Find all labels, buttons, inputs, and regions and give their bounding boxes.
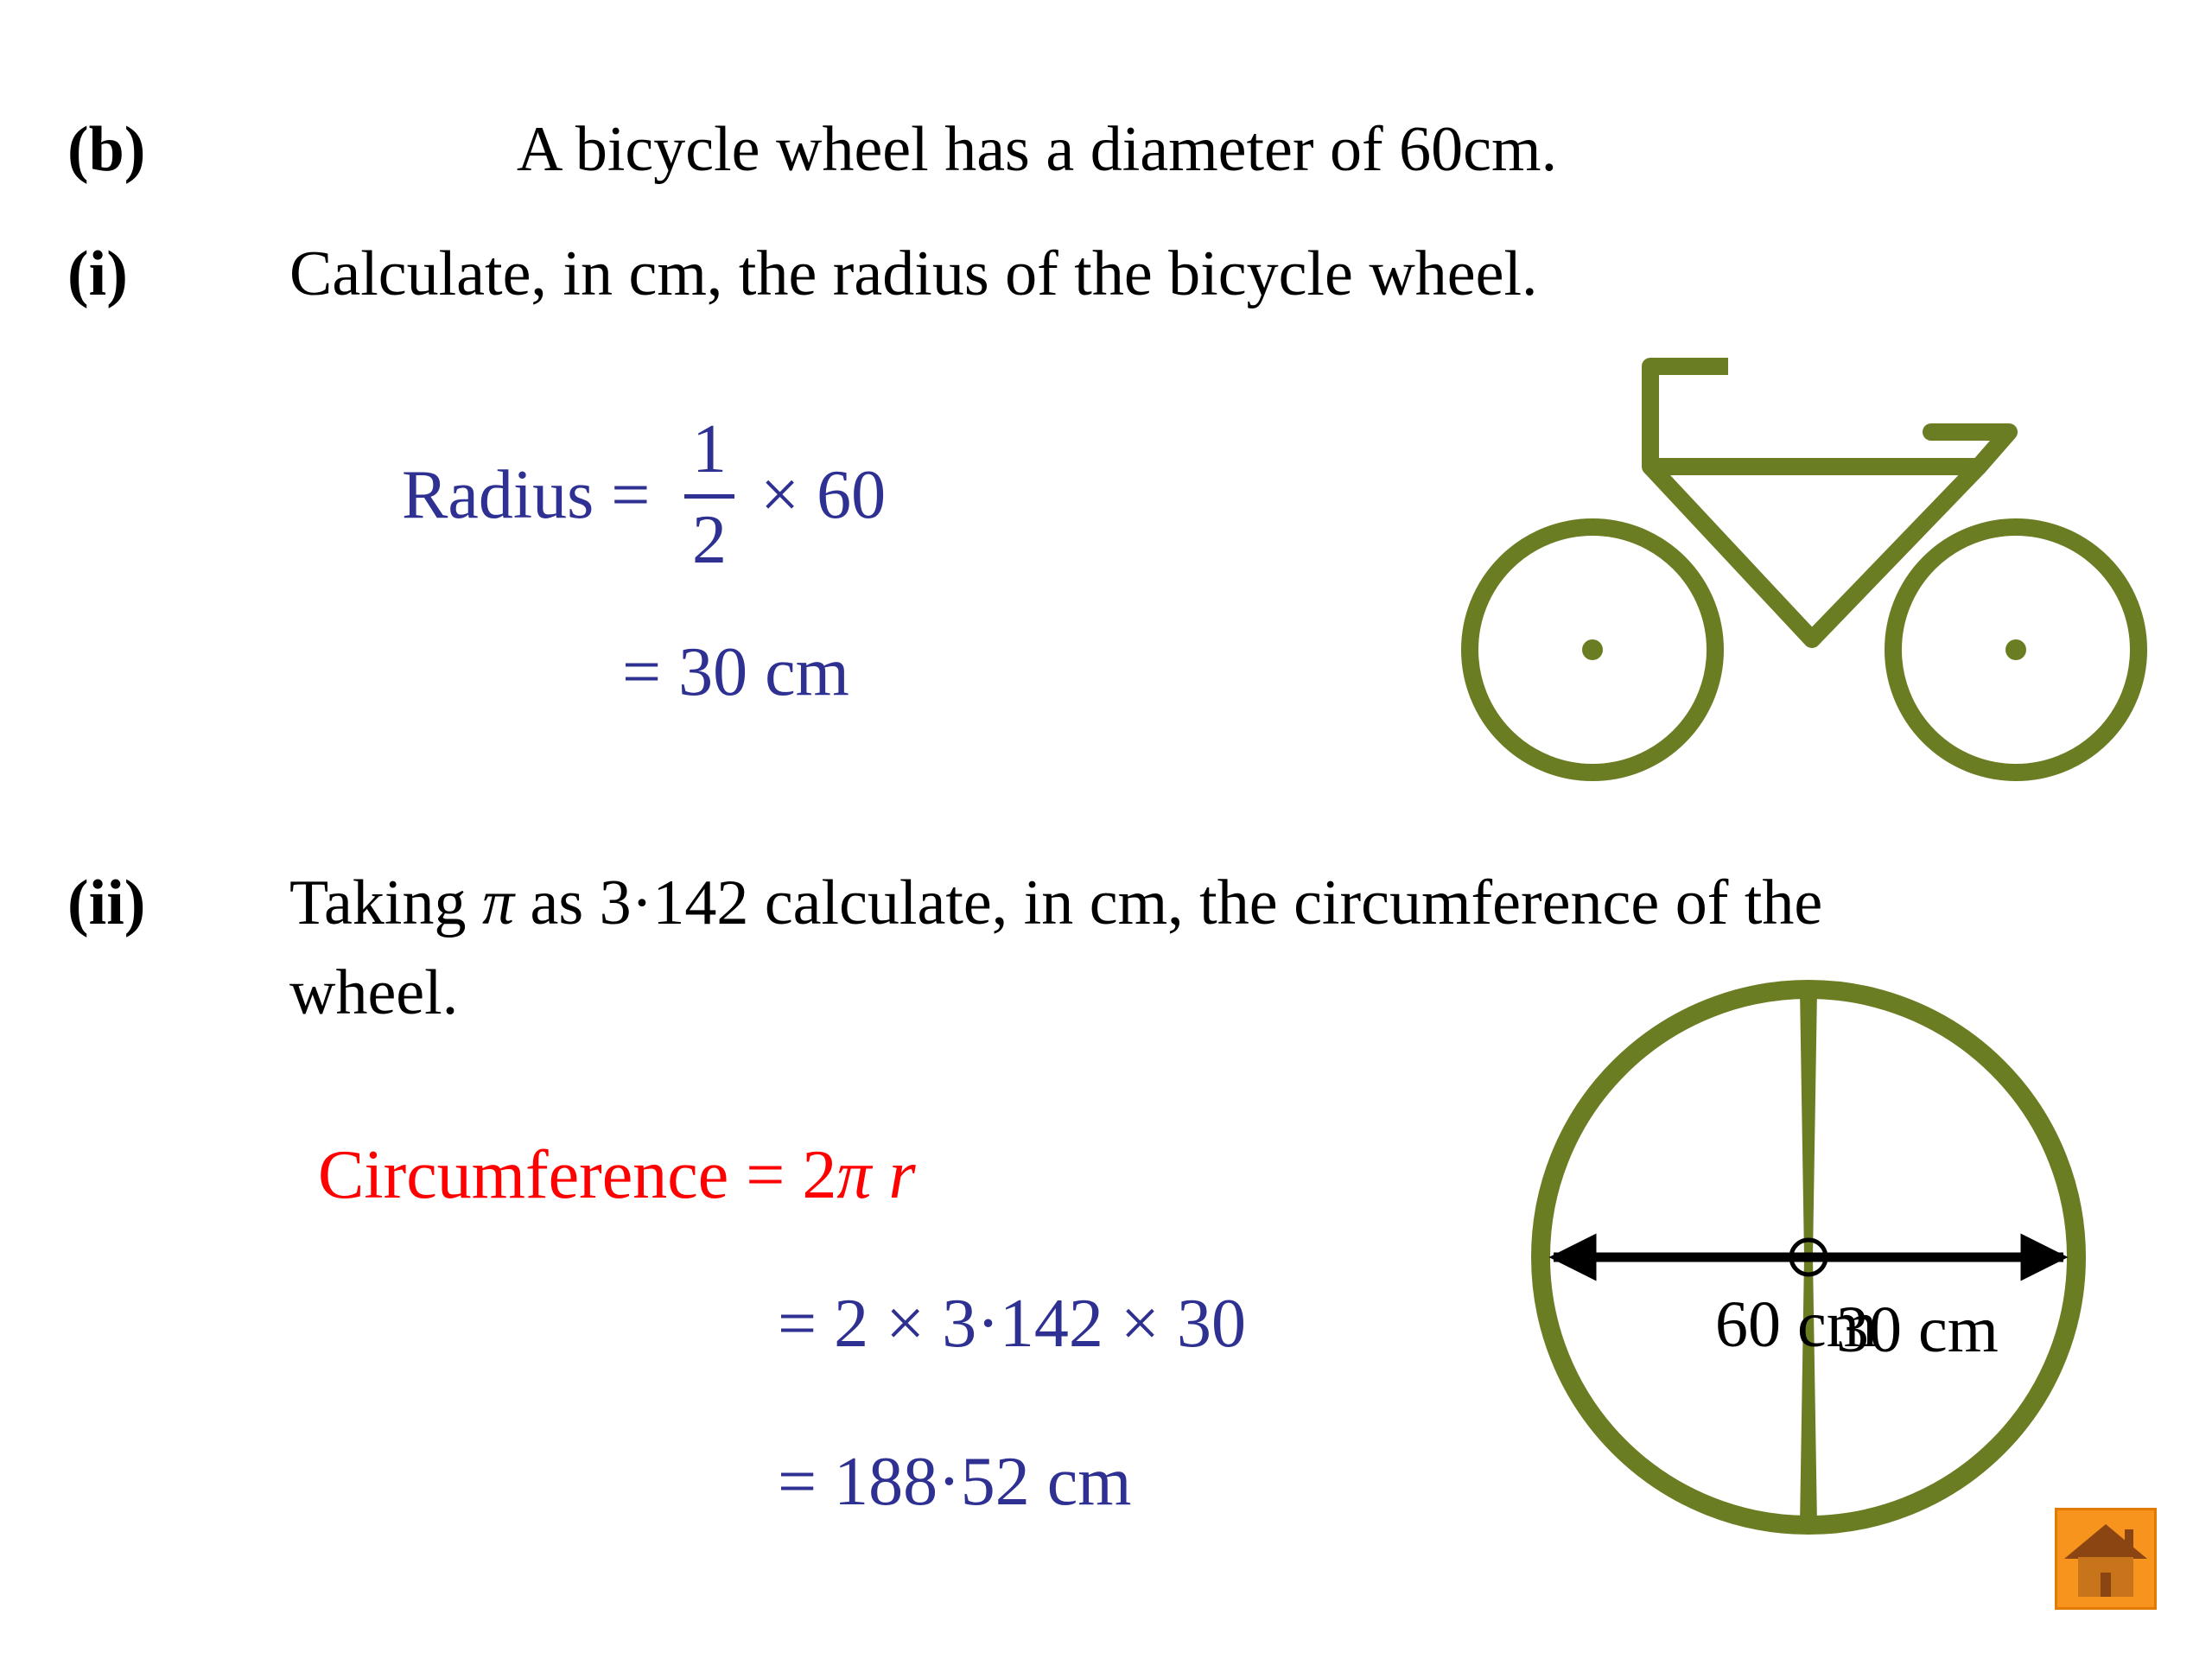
front-hub — [1582, 639, 1603, 660]
question-start: Taking — [289, 868, 467, 938]
part-ii-question-line2: wheel. — [289, 957, 459, 1028]
back-hub — [2005, 639, 2026, 660]
bicycle-seat-post — [1650, 366, 1728, 467]
diameter-label: 60 cm — [1715, 1288, 1878, 1361]
circumference-step-1: = 2 × 3·142 × 30 — [778, 1286, 1246, 1362]
pi-symbol: π — [481, 868, 515, 938]
part-ii-label: (ii) — [67, 868, 146, 938]
radius-multiplier: × 60 — [760, 457, 887, 533]
question-end: as 3·142 calculate, in cm, the circumference of the — [530, 868, 1823, 938]
part-i-label: (i) — [67, 238, 128, 309]
formula-label: Circumference = 2 — [318, 1137, 837, 1213]
radius-dimension-label: 30 cm — [1836, 1294, 1999, 1366]
formula-r: r — [888, 1137, 916, 1213]
formula-pi: π — [836, 1137, 872, 1213]
wheel-diagram — [1541, 989, 2076, 1525]
part-b-label: (b) — [67, 114, 146, 185]
radius-label: Radius = — [402, 457, 651, 533]
radius-result: = 30 cm — [622, 634, 849, 710]
circumference-result: = 188·52 cm — [778, 1444, 1132, 1520]
fraction-numerator: 1 — [692, 411, 727, 487]
fraction-denominator: 2 — [692, 502, 727, 578]
part-i-question: Calculate, in cm, the radius of the bicycle wheel. — [289, 238, 1538, 309]
home-icon — [2057, 1510, 2154, 1607]
home-button[interactable] — [2055, 1508, 2157, 1610]
bicycle-icon — [1470, 366, 2139, 772]
part-b-statement: A bicycle wheel has a diameter of 60cm. — [517, 114, 1558, 185]
